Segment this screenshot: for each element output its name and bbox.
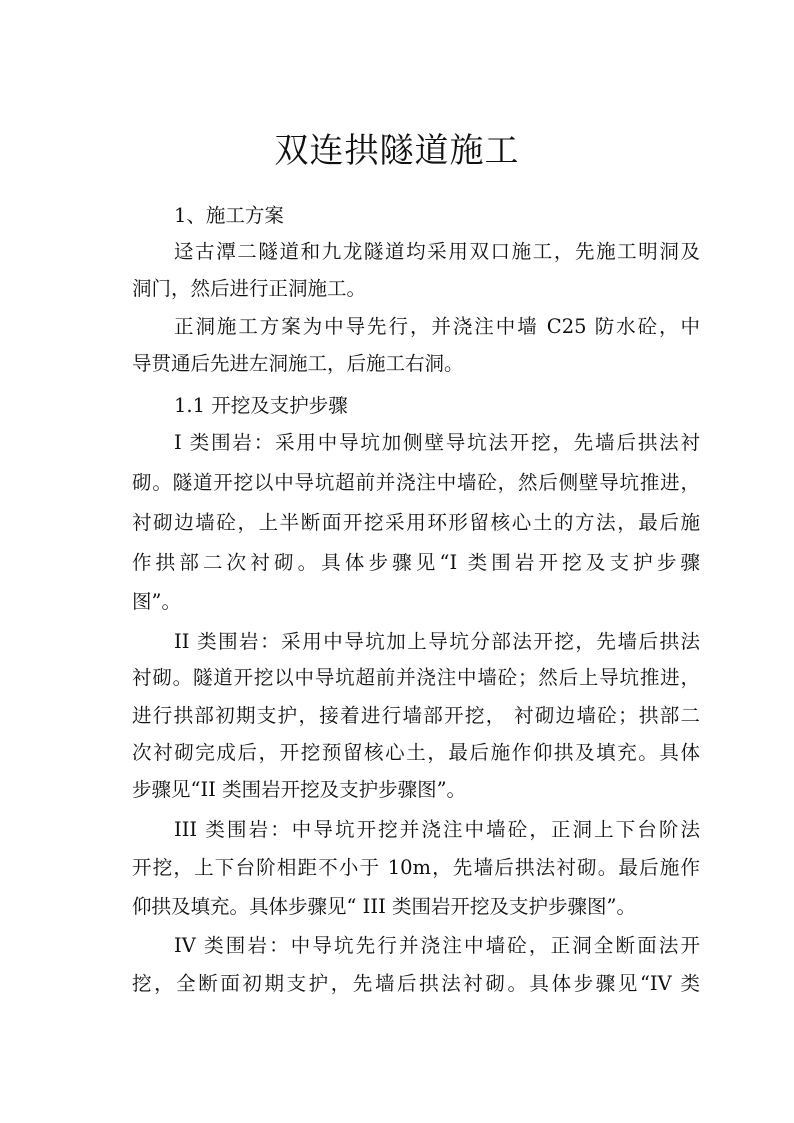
paragraph-line: 衬砌。隧道开挖以中导坑超前并浇注中墙砼；然后上导坑推进， <box>132 666 700 689</box>
paragraph-line: III 类围岩：中导坑开挖并浇注中墙砼，正洞上下台阶法 <box>174 818 700 841</box>
subsection-heading: 1.1 开挖及支护步骤 <box>174 394 348 417</box>
paragraph-line: 次衬砌完成后，开挖预留核心土，最后施作仰拱及填充。具体 <box>132 741 700 764</box>
paragraph-line: 挖，全断面初期支护，先墙后拱法衬砌。具体步骤见“IV 类 <box>132 972 700 995</box>
paragraph-line: 洞门，然后进行正洞施工。 <box>132 277 367 300</box>
paragraph-line: 进行拱部初期支护，接着进行墙部开挖， 衬砌边墙砼；拱部二 <box>132 704 700 727</box>
paragraph-line: I 类围岩：采用中导坑加侧壁导坑法开挖，先墙后拱法衬 <box>174 431 700 454</box>
paragraph-line: 作拱部二次衬砌。具体步骤见“I 类围岩开挖及支护步骤 <box>132 551 700 574</box>
paragraph-line: 砌。隧道开挖以中导坑超前并浇注中墙砼，然后侧壁导坑推进， <box>132 471 700 494</box>
paragraph-line: 迳古潭二隧道和九龙隧道均采用双口施工，先施工明洞及 <box>174 240 700 263</box>
paragraph-line: 正洞施工方案为中导先行，并浇注中墙 C25 防水砼，中 <box>174 315 700 338</box>
paragraph-line: 开挖，上下台阶相距不小于 10m，先墙后拱法衬砌。最后施作 <box>132 856 700 879</box>
document-title: 双连拱隧道施工 <box>274 131 520 171</box>
paragraph-line: 图”。 <box>132 590 181 613</box>
section-heading: 1、施工方案 <box>174 204 284 227</box>
paragraph-line: 导贯通后先进左洞施工，后施工右洞。 <box>132 352 464 375</box>
paragraph-line: 步骤见“II 类围岩开挖及支护步骤图”。 <box>132 778 467 801</box>
paragraph-line: 仰拱及填充。具体步骤见“ III 类围岩开挖及支护步骤图”。 <box>132 895 636 918</box>
paragraph-line: II 类围岩：采用中导坑加上导坑分部法开挖，先墙后拱法 <box>174 630 700 653</box>
paragraph-line: 衬砌边墙砼，上半断面开挖采用环形留核心土的方法，最后施 <box>132 511 700 534</box>
paragraph-line: IV 类围岩：中导坑先行并浇注中墙砼，正洞全断面法开 <box>174 934 700 957</box>
